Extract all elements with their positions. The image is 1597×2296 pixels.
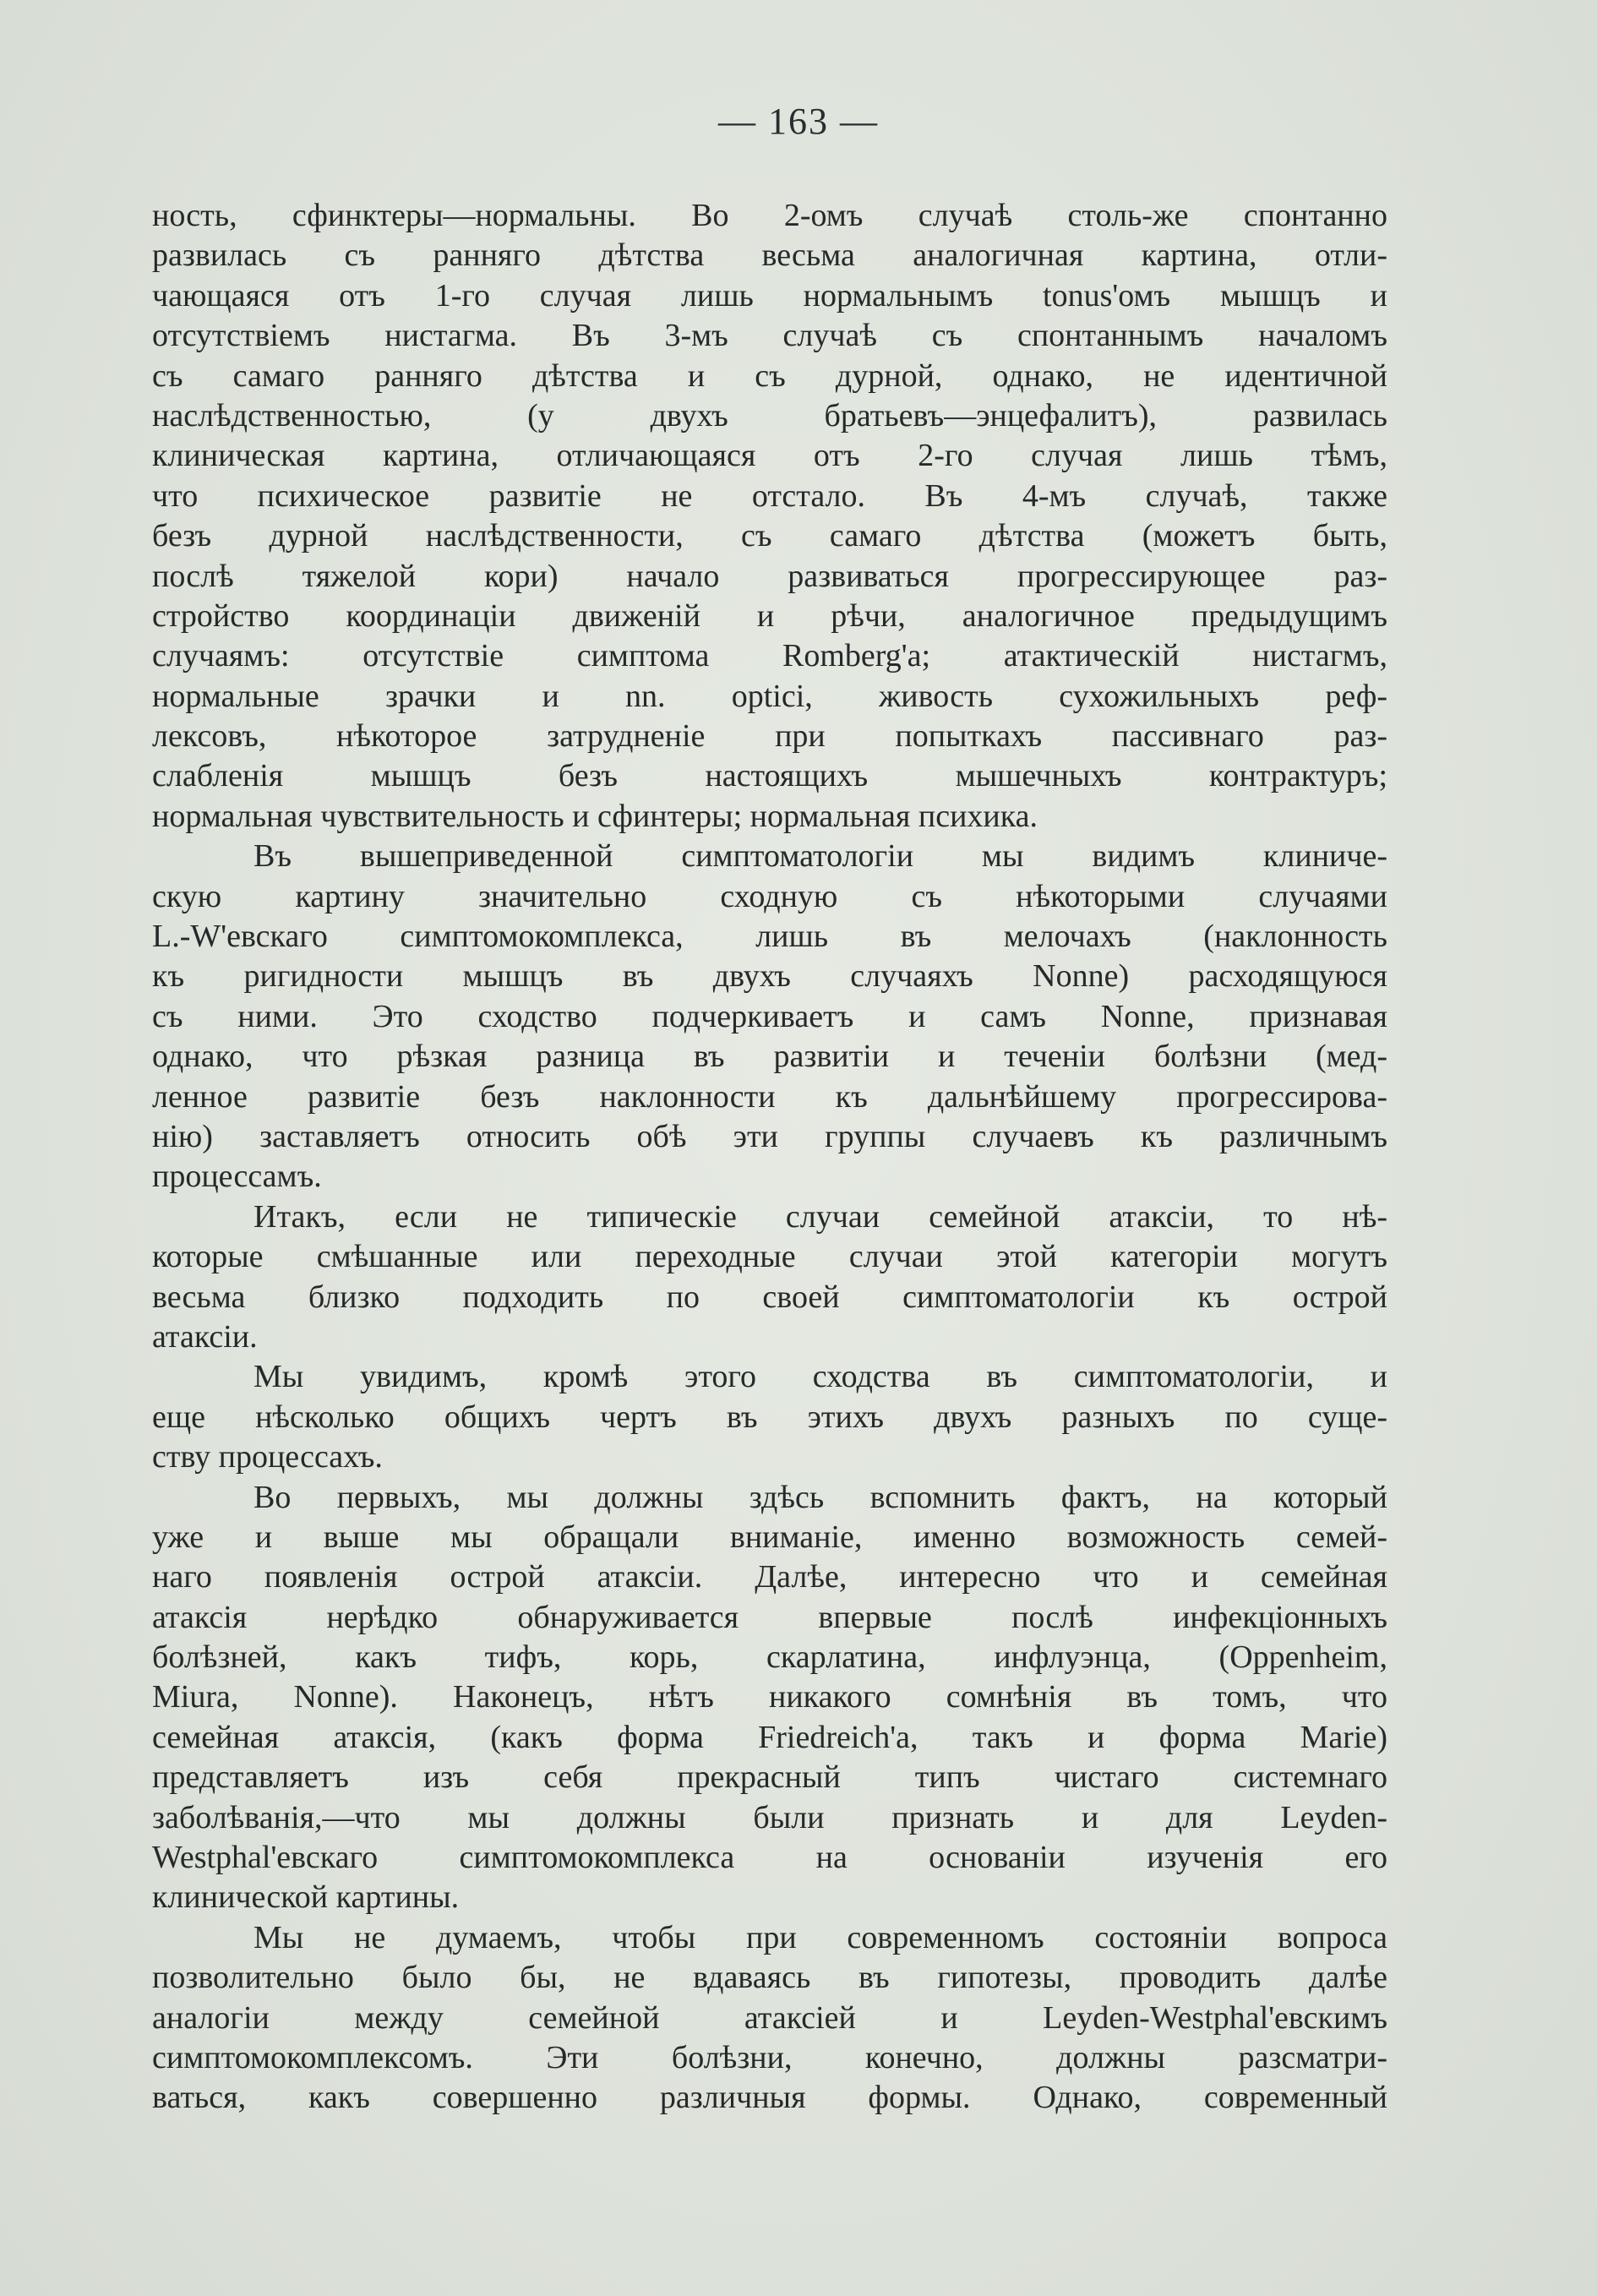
text-line: болѣзней, какъ тифъ, корь, скарлатина, инфлуэнца, (Oppenheim, (152, 1639, 1387, 1676)
text-line: скую картину значительно сходную съ нѣкоторыми случаями (152, 878, 1387, 914)
text-line: нію) заставляетъ относить обѣ эти группы случаевъ къ различнымъ (152, 1118, 1387, 1154)
text-line: представляетъ изъ себя прекрасный типъ чистаго системнаго (152, 1759, 1387, 1796)
text-line: клиническая картина, отличающаяся отъ 2-го случая лишь тѣмъ, (152, 438, 1387, 474)
text-line: нормальная чувствительность и сфинтеры; нормальная психика. (152, 798, 1038, 834)
text-line: атаксіи. (152, 1318, 258, 1355)
text-line: лексовъ, нѣкоторое затрудненіе при попыткахъ пассивнаго раз- (152, 718, 1387, 755)
text-line: еще нѣсколько общихъ чертъ въ этихъ двухъ разныхъ по суще- (152, 1399, 1387, 1435)
text-line: атаксія нерѣдко обнаруживается впервые послѣ инфекціонныхъ (152, 1599, 1387, 1635)
text-line: позволительно было бы, не вдаваясь въ гипотезы, проводить далѣе (152, 1960, 1387, 1996)
text-line: которые смѣшанные или переходные случаи этой категоріи могутъ (152, 1239, 1387, 1275)
text-line: заболѣванія,—что мы должны были признать и для Leyden- (152, 1799, 1387, 1835)
text-line: аналогіи между семейной атаксіей и Leyden-Westphal'евскимъ (152, 1999, 1387, 2036)
page-number: — 163 — (718, 101, 879, 142)
body-text (152, 196, 1387, 2119)
text-line: Во первыхъ, мы должны здѣсь вспомнить фактъ, на который (253, 1479, 1387, 1515)
text-line: чающаяся отъ 1-го случая лишь нормальнымъ tonus'омъ мышцъ и (152, 277, 1387, 314)
text-line: ленное развитіе безъ наклонности къ дальнѣйшему прогрессирова- (152, 1078, 1387, 1115)
text-line: отсутствіемъ нистагма. Въ 3-мъ случаѣ съ спонтаннымъ началомъ (152, 318, 1387, 354)
text-line: безъ дурной наслѣдственности, съ самаго дѣтства (можетъ быть, (152, 518, 1387, 554)
text-line: что психическое развитіе не отстало. Въ 4-мъ случаѣ, также (152, 477, 1387, 514)
text-line: весьма близко подходить по своей симптоматологіи къ острой (152, 1279, 1387, 1315)
text-line: развилась съ ранняго дѣтства весьма аналогичная картина, отли- (152, 237, 1387, 274)
text-line: процессамъ. (152, 1159, 322, 1195)
text-line: съ самаго ранняго дѣтства и съ дурной, однако, не идентичной (152, 357, 1387, 394)
text-line: Miura, Nonne). Наконецъ, нѣтъ никакого сомнѣнія въ томъ, что (152, 1679, 1387, 1715)
text-line: слабленія мышцъ безъ настоящихъ мышечныхъ контрактуръ; (152, 758, 1387, 794)
text-line: стройство координаціи движеній и рѣчи, аналогичное предыдущимъ (152, 597, 1387, 634)
text-line: Westphal'евскаго симптомокомплекса на основаніи изученія его (152, 1840, 1387, 1876)
text-line: ность, сфинктеры—нормальны. Во 2-омъ случаѣ столь-же спонтанно (152, 198, 1387, 233)
text-line: однако, что рѣзкая разница въ развитіи и теченіи болѣзни (мед- (152, 1039, 1387, 1075)
text-line: нормальные зрачки и nn. optici, живость сухожильныхъ реф- (152, 678, 1387, 714)
text-line: Въ вышеприведенной симптоматологіи мы видимъ клиниче- (253, 838, 1387, 875)
text-line: послѣ тяжелой кори) начало развиваться прогрессирующее раз- (152, 558, 1387, 594)
text-line: случаямъ: отсутствіе симптома Romberg'а; атактическій нистагмъ, (152, 638, 1387, 674)
text-line: L.-W'евскаго симптомокомплекса, лишь въ мелочахъ (наклонность (152, 919, 1387, 955)
text-line: Мы увидимъ, кромѣ этого сходства въ симптоматологіи, и (253, 1359, 1387, 1395)
text-line: съ ними. Это сходство подчеркиваетъ и самъ Nonne, признавая (152, 998, 1387, 1034)
text-line: Мы не думаемъ, чтобы при современномъ состояніи вопроса (253, 1919, 1387, 1955)
text-line: клинической картины. (152, 1879, 460, 1916)
text-line: симптомокомплексомъ. Эти болѣзни, конечно, должны разсматри- (152, 2039, 1387, 2075)
text-line: къ ригидности мышцъ въ двухъ случаяхъ Nonne) расходящуюся (152, 958, 1387, 995)
text-line: ству процессахъ. (152, 1439, 383, 1475)
text-line: ваться, какъ совершенно различныя формы. Однако, современный (152, 2080, 1387, 2116)
text-line: наслѣдственностью, (у двухъ братьевъ—энцефалитъ), развилась (152, 397, 1387, 434)
text-line: семейная атаксія, (какъ форма Friedreich'а, такъ и форма Marie) (152, 1719, 1387, 1755)
text-line: уже и выше мы обращали вниманіе, именно возможность семей- (152, 1519, 1387, 1555)
text-line: Итакъ, если не типическіе случаи семейной атаксіи, то нѣ- (253, 1198, 1387, 1235)
text-line: наго появленія острой атаксіи. Далѣе, интересно что и семейная (152, 1559, 1387, 1595)
